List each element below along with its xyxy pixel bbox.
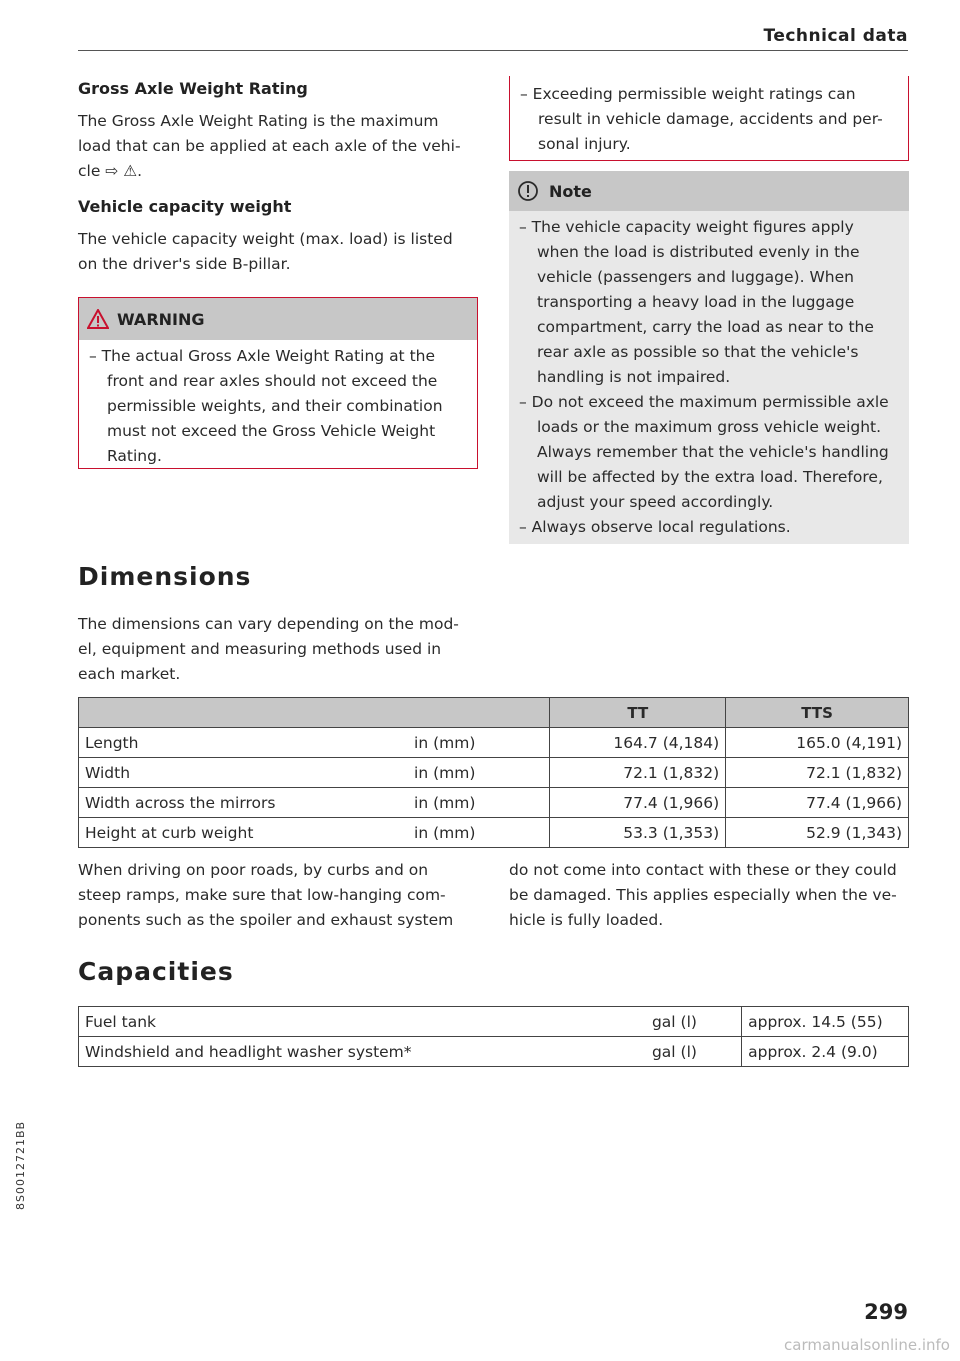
- header-tt: TT: [550, 698, 726, 728]
- note-item: – Do not exceed the maximum permissible axle loads or the maximum gross vehicle weight. Always remember that the vehicle's handling will be affected by the extra load. Therefore, adjust your speed accordingly.: [519, 393, 889, 511]
- dimensions-table: [78, 697, 909, 848]
- dimensions-header-row: [79, 698, 909, 728]
- dim-label: Height at curb weight: [79, 818, 409, 848]
- capacity-weight-heading: Vehicle capacity weight: [78, 197, 292, 216]
- warning-item: – Exceeding permissible weight ratings can result in vehicle damage, accidents and per- sonal injury.: [520, 85, 883, 153]
- header-empty: [79, 698, 409, 728]
- cap-unit: gal (l): [608, 1007, 742, 1037]
- section-title: Technical data: [763, 26, 908, 46]
- note-box: [509, 171, 909, 544]
- left-column: [78, 76, 476, 287]
- capacities-table: [78, 1006, 909, 1067]
- dimensions-footer-left: When driving on poor roads, by curbs and on steep ramps, make sure that low-hanging com- ponents such as the spoiler and exhaust system: [78, 861, 454, 929]
- dim-tts: 52.9 (1,343): [726, 818, 909, 848]
- warning-header: [79, 298, 477, 340]
- dim-unit: in (mm): [408, 788, 550, 818]
- warning-box-left: [78, 297, 478, 469]
- page-number: 299: [864, 1300, 908, 1324]
- dim-tts: 72.1 (1,832): [726, 758, 909, 788]
- table-row: [79, 728, 909, 758]
- note-item: – Always observe local regulations.: [519, 518, 791, 536]
- dimensions-intro: The dimensions can vary depending on the mod- el, equipment and measuring methods used in each market.: [78, 615, 459, 683]
- cap-unit: gal (l): [608, 1037, 742, 1067]
- dim-tt: 164.7 (4,184): [550, 728, 726, 758]
- cap-label: Windshield and headlight washer system*: [79, 1037, 608, 1067]
- dim-tts: 165.0 (4,191): [726, 728, 909, 758]
- table-row: [79, 818, 909, 848]
- watermark: carmanualsonline.info: [784, 1336, 950, 1354]
- warning-triangle-icon: [87, 309, 109, 329]
- dim-tts: 77.4 (1,966): [726, 788, 909, 818]
- dimensions-footer-right: do not come into contact with these or they could be damaged. This applies especially when the ve- hicle is fully loaded.: [509, 861, 897, 929]
- note-header: [509, 171, 909, 211]
- dim-tt: 53.3 (1,353): [550, 818, 726, 848]
- dim-label: Width across the mirrors: [79, 788, 409, 818]
- cap-value: approx. 14.5 (55): [742, 1007, 909, 1037]
- dim-label: Width: [79, 758, 409, 788]
- table-row: [79, 788, 909, 818]
- table-row: [79, 1037, 909, 1067]
- dim-tt: 77.4 (1,966): [550, 788, 726, 818]
- table-row: [79, 758, 909, 788]
- dim-tt: 72.1 (1,832): [550, 758, 726, 788]
- dim-unit: in (mm): [408, 758, 550, 788]
- info-circle-icon: [517, 180, 539, 202]
- header-divider: [78, 50, 908, 51]
- gross-axle-heading: Gross Axle Weight Rating: [78, 79, 308, 98]
- note-item: – The vehicle capacity weight figures apply when the load is distributed evenly in the vehicle (passengers and luggage). When transporting a heavy load in the luggage compartment, carry the load as near to the rear axle as possible so that the vehicle's handling is not impaired.: [519, 218, 874, 386]
- cap-label: Fuel tank: [79, 1007, 608, 1037]
- note-title: Note: [549, 181, 592, 201]
- dim-label: Length: [79, 728, 409, 758]
- dim-unit: in (mm): [408, 818, 550, 848]
- capacity-weight-text: The vehicle capacity weight (max. load) is listed on the driver's side B-pillar.: [78, 230, 453, 273]
- warning-box-continued: [509, 76, 909, 161]
- document-code: 8S0012721BB: [14, 1120, 27, 1210]
- gross-axle-text: The Gross Axle Weight Rating is the maximum load that can be applied at each axle of the vehi- cle ⇨ ⚠.: [78, 112, 461, 180]
- warning-item: – The actual Gross Axle Weight Rating at the front and rear axles should not exceed the permissible weights, and their combination must not exceed the Gross Vehicle Weight Rating.: [89, 347, 443, 465]
- warning-title: WARNING: [117, 309, 205, 329]
- capacities-heading: Capacities: [78, 957, 234, 986]
- cap-value: approx. 2.4 (9.0): [742, 1037, 909, 1067]
- header-empty: [408, 698, 550, 728]
- dimensions-heading: Dimensions: [78, 562, 252, 591]
- header-tts: TTS: [726, 698, 909, 728]
- table-row: [79, 1007, 909, 1037]
- dim-unit: in (mm): [408, 728, 550, 758]
